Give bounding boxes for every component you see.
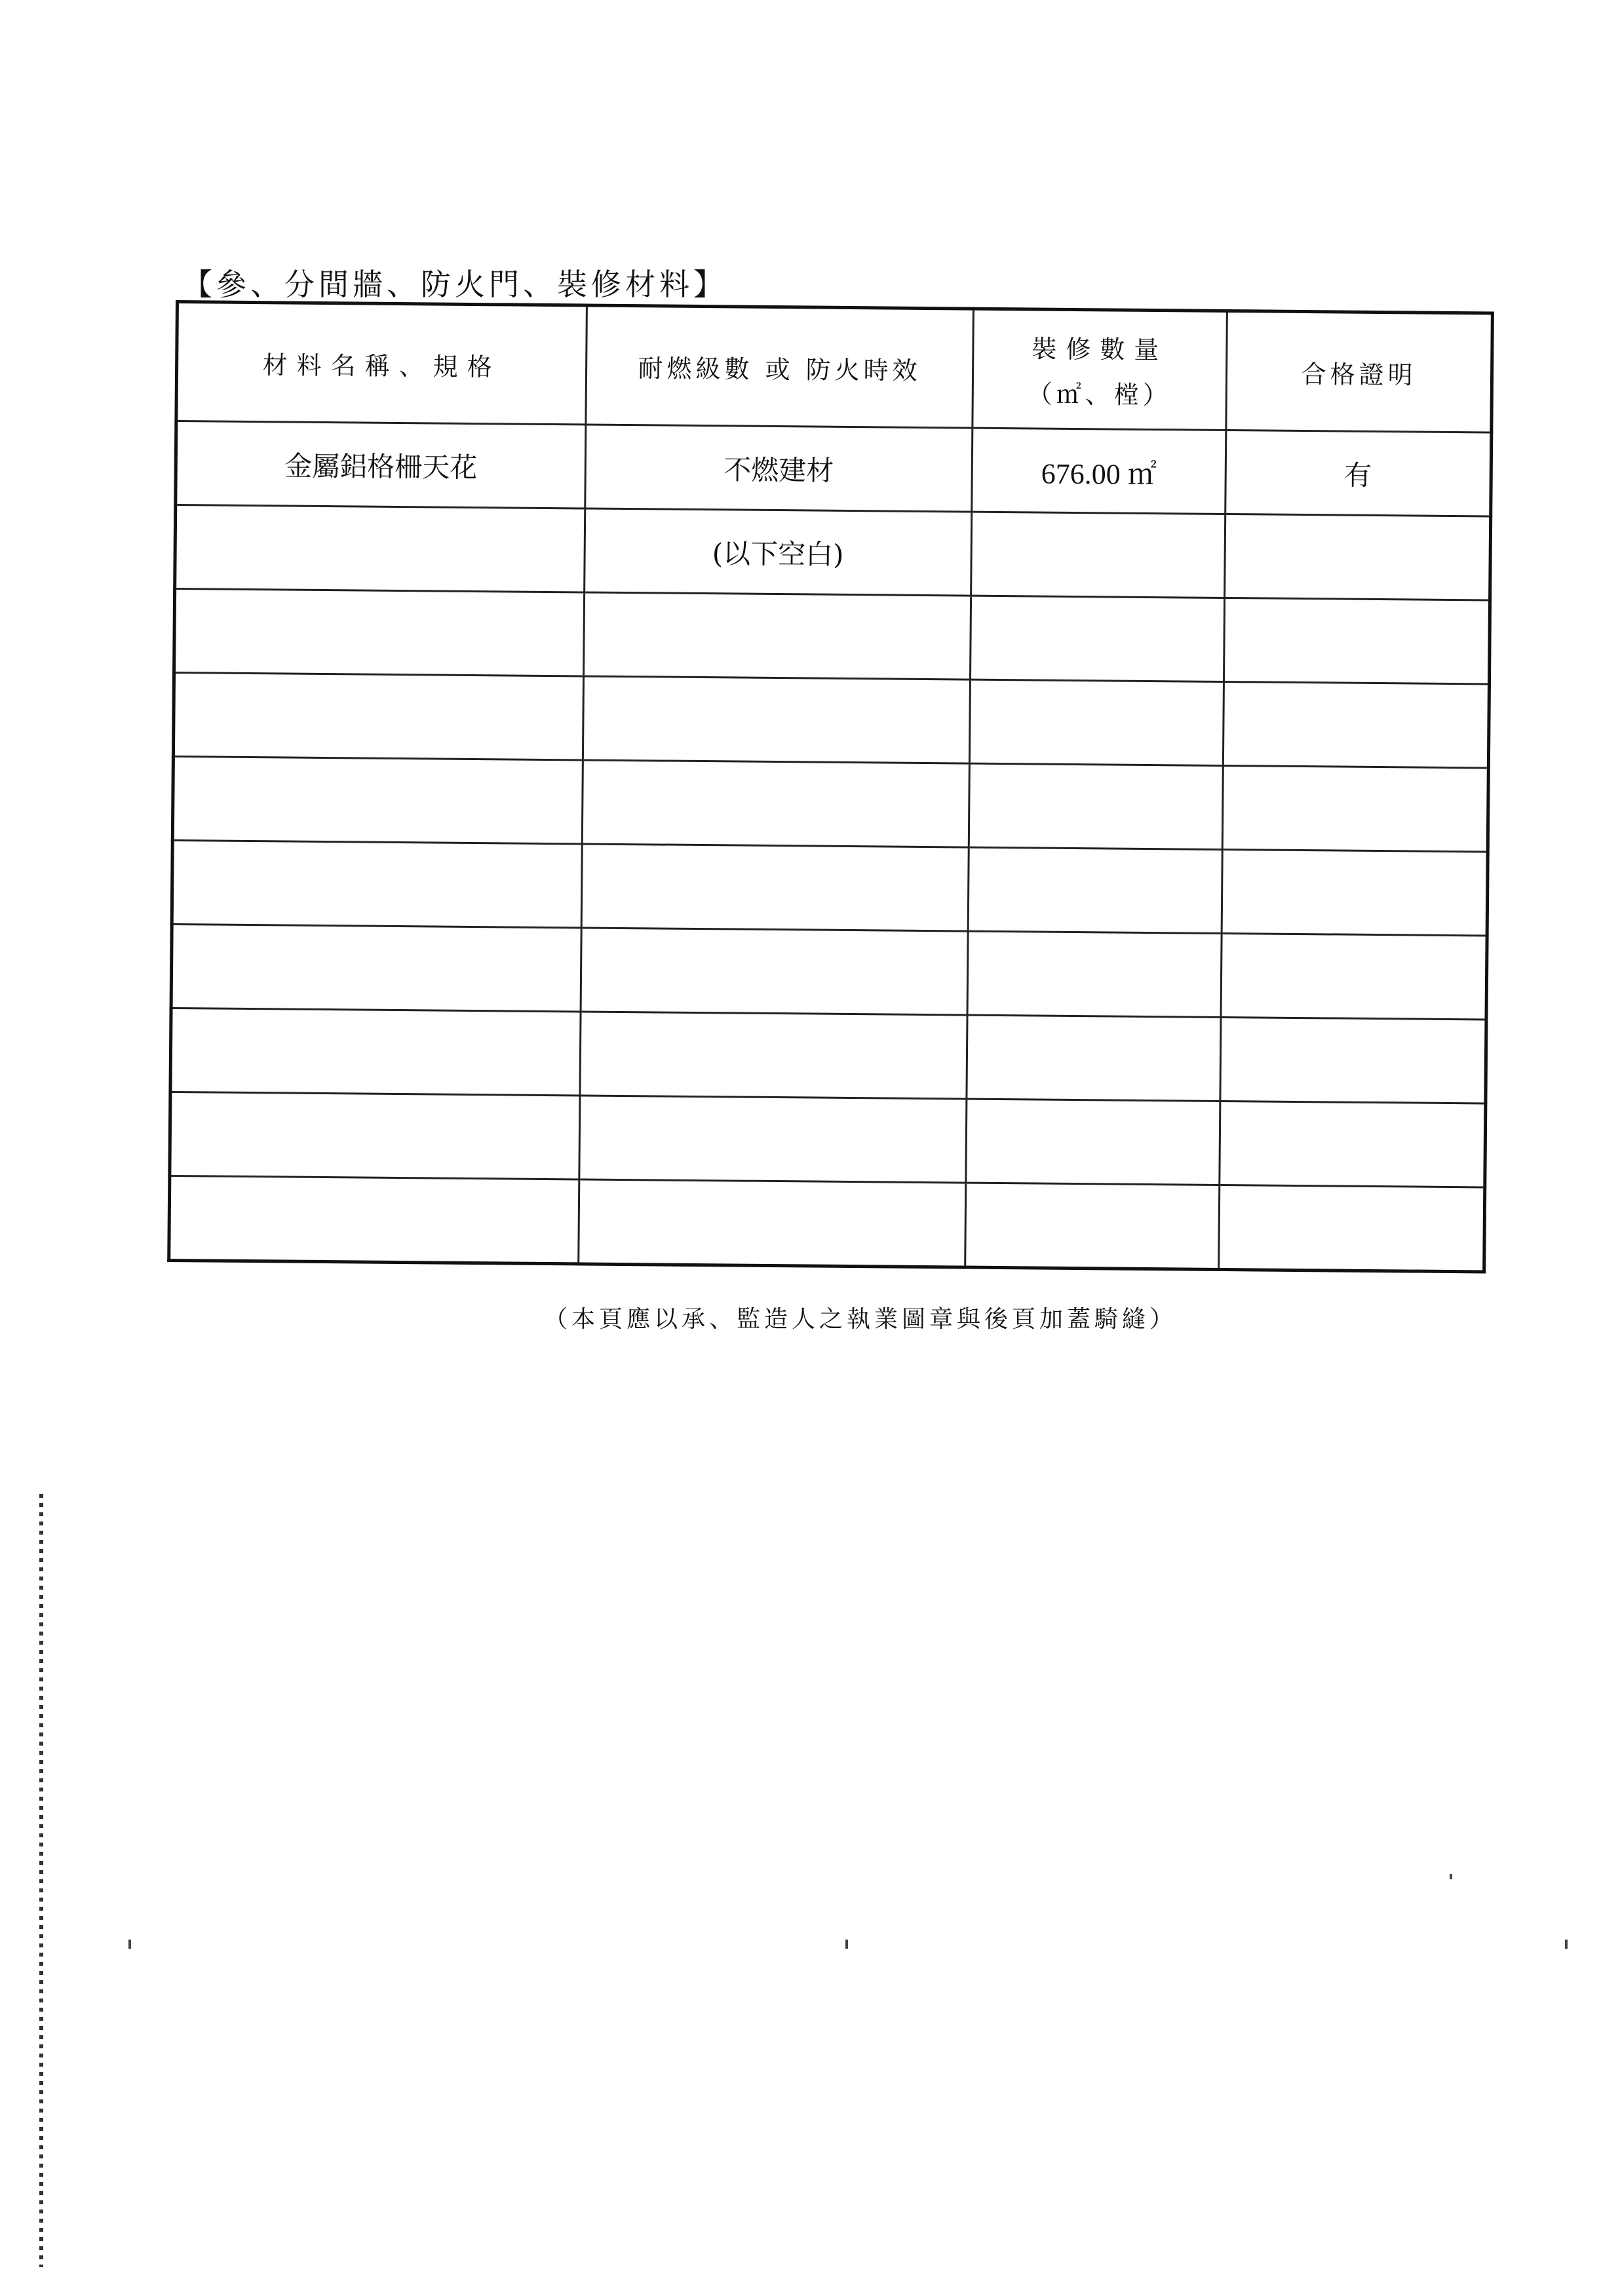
table-row (176, 421, 1492, 517)
table-row (172, 840, 1488, 936)
cell-quantity: 676.00 ㎡ (972, 428, 1226, 514)
cell-quantity (969, 763, 1223, 849)
cell-quantity (966, 1099, 1220, 1185)
cell-material (172, 840, 582, 927)
cell-certificate (1225, 514, 1491, 600)
table-row (170, 1092, 1486, 1187)
header-quantity-label: 裝修數量 (1032, 334, 1168, 365)
table-row (172, 756, 1488, 852)
table-row (170, 1008, 1486, 1103)
cell-certificate (1221, 933, 1487, 1020)
cell-certificate (1222, 849, 1488, 936)
header-certificate (1226, 311, 1493, 433)
scan-edge-artifact (39, 1494, 43, 2267)
scan-speck (845, 1940, 848, 1949)
cell-material (171, 924, 581, 1011)
cell-material (172, 756, 583, 843)
cell-material (169, 1176, 579, 1263)
cell-quantity (969, 679, 1224, 765)
header-rating (586, 305, 974, 428)
cell-certificate (1223, 681, 1489, 768)
cell-rating (583, 676, 970, 763)
scan-speck (1565, 1940, 1568, 1949)
cell-rating (580, 1012, 967, 1099)
header-quantity (973, 309, 1227, 430)
header-rating-label: 耐燃級數 或 防火時效 (638, 353, 921, 385)
cell-rating (581, 928, 968, 1015)
cell-material (173, 673, 583, 760)
cell-quantity (970, 596, 1224, 681)
cell-certificate (1224, 598, 1490, 684)
cell-certificate: 有 (1225, 430, 1492, 516)
cell-certificate (1219, 1185, 1485, 1272)
cell-quantity (965, 1183, 1220, 1269)
table-header-row (176, 302, 1493, 433)
cell-quantity (971, 512, 1225, 598)
table-row (171, 924, 1487, 1020)
cell-rating (579, 1096, 967, 1183)
cell-certificate (1220, 1101, 1486, 1187)
footer-note: （本頁應以承、監造人之執業圖章與後頁加蓋騎縫） (544, 1306, 1178, 1333)
scan-speck (128, 1940, 131, 1949)
materials-table (167, 300, 1494, 1274)
cell-certificate (1220, 1017, 1486, 1103)
table-row (173, 673, 1489, 769)
cell-rating: (以下空白) (585, 508, 972, 596)
cell-quantity (968, 847, 1222, 933)
cell-quantity (967, 1015, 1221, 1101)
cell-rating: 不燃建材 (585, 425, 973, 512)
table-row (175, 505, 1491, 601)
cell-material (174, 589, 585, 676)
header-material-label: 材料名稱、規格 (262, 350, 501, 381)
cell-certificate (1222, 765, 1488, 852)
cell-quantity (967, 931, 1222, 1017)
materials-table-wrapper (167, 300, 1494, 1274)
cell-material (175, 505, 585, 592)
table-row (174, 589, 1490, 685)
cell-material: 金屬鋁格柵天花 (176, 421, 586, 508)
header-material (176, 302, 587, 425)
scan-speck (1450, 1874, 1452, 1879)
table-row (169, 1176, 1485, 1272)
header-quantity-unit: （㎡、樘） (1027, 379, 1172, 410)
cell-rating (579, 1179, 966, 1267)
section-title: 【參、分間牆、防火門、裝修材料】 (182, 267, 727, 302)
cell-material (170, 1008, 581, 1095)
cell-material (170, 1092, 580, 1179)
cell-rating (584, 592, 971, 679)
cell-rating (582, 760, 969, 847)
header-certificate-label: 合格證明 (1301, 359, 1417, 390)
cell-rating (581, 844, 969, 931)
